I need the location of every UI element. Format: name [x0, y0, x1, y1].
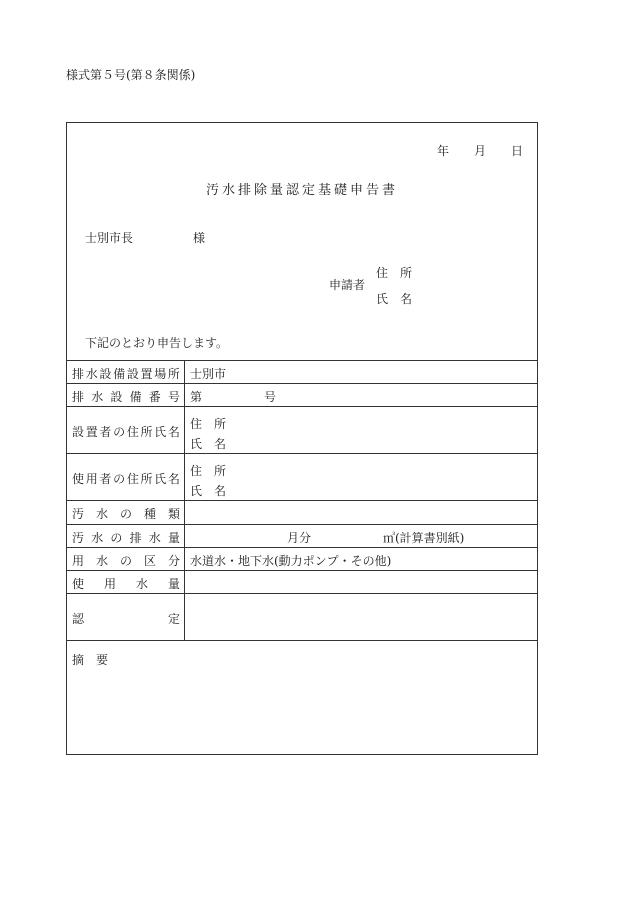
- grid-line: [67, 500, 537, 501]
- applicant-label: 申請者: [329, 278, 366, 292]
- date-month: 月: [474, 144, 487, 158]
- row-label-wastewater-type: 汚 水 の 種 類: [72, 507, 180, 521]
- user-address-label: 住 所: [190, 464, 227, 478]
- row-value-number-prefix: 第: [190, 390, 203, 404]
- statement: 下記のとおり申告します。: [85, 336, 229, 350]
- grid-line: [67, 547, 537, 548]
- addressee-honorific: 様: [193, 231, 206, 245]
- date-day: 日: [511, 144, 524, 158]
- grid-line: [67, 383, 537, 384]
- user-name-label: 氏 名: [190, 484, 227, 498]
- row-value-month-unit: 月分: [287, 531, 312, 545]
- row-label-certification: 認 定: [72, 612, 180, 626]
- row-label-discharge-volume: 汚 水 の 排 水 量: [72, 531, 180, 545]
- row-value-volume-note: ㎥(計算書別紙): [383, 531, 465, 545]
- date-year: 年: [437, 144, 450, 158]
- row-label-installer: 設 置 者 の 住 所 氏 名: [72, 425, 180, 439]
- grid-line: [67, 360, 537, 361]
- column-divider: [184, 360, 185, 640]
- installer-address-label: 住 所: [190, 417, 227, 431]
- row-label-equipment-number: 排 水 設 備 番 号: [72, 390, 180, 404]
- row-label-user: 使 用 者 の 住 所 氏 名: [72, 472, 180, 486]
- grid-line: [67, 524, 537, 525]
- row-value-number-suffix: 号: [264, 390, 277, 404]
- summary-label: 摘 要: [72, 653, 109, 667]
- applicant-name-label: 氏 名: [376, 292, 413, 306]
- row-label-water-usage: 使 用 水 量: [72, 577, 180, 591]
- form-title: 汚水排除量認定基礎申告書: [205, 183, 398, 198]
- grid-line: [67, 453, 537, 454]
- grid-line: [67, 593, 537, 594]
- grid-line: [67, 406, 537, 407]
- addressee-name: 士別市長: [85, 231, 134, 245]
- row-value-water-source: 水道水・地下水(動力ポンプ・その他): [190, 554, 392, 568]
- form-frame: [66, 122, 538, 755]
- row-value-installation-site: 士別市: [190, 367, 227, 381]
- grid-line: [67, 570, 537, 571]
- row-label-installation-site: 排 水 設 備 設 置 場 所: [72, 367, 180, 381]
- row-label-water-source: 用 水 の 区 分: [72, 554, 180, 568]
- applicant-address-label: 住 所: [376, 266, 413, 280]
- form-number: 様式第５号(第８条関係): [66, 68, 196, 82]
- grid-line: [67, 640, 537, 641]
- installer-name-label: 氏 名: [190, 437, 227, 451]
